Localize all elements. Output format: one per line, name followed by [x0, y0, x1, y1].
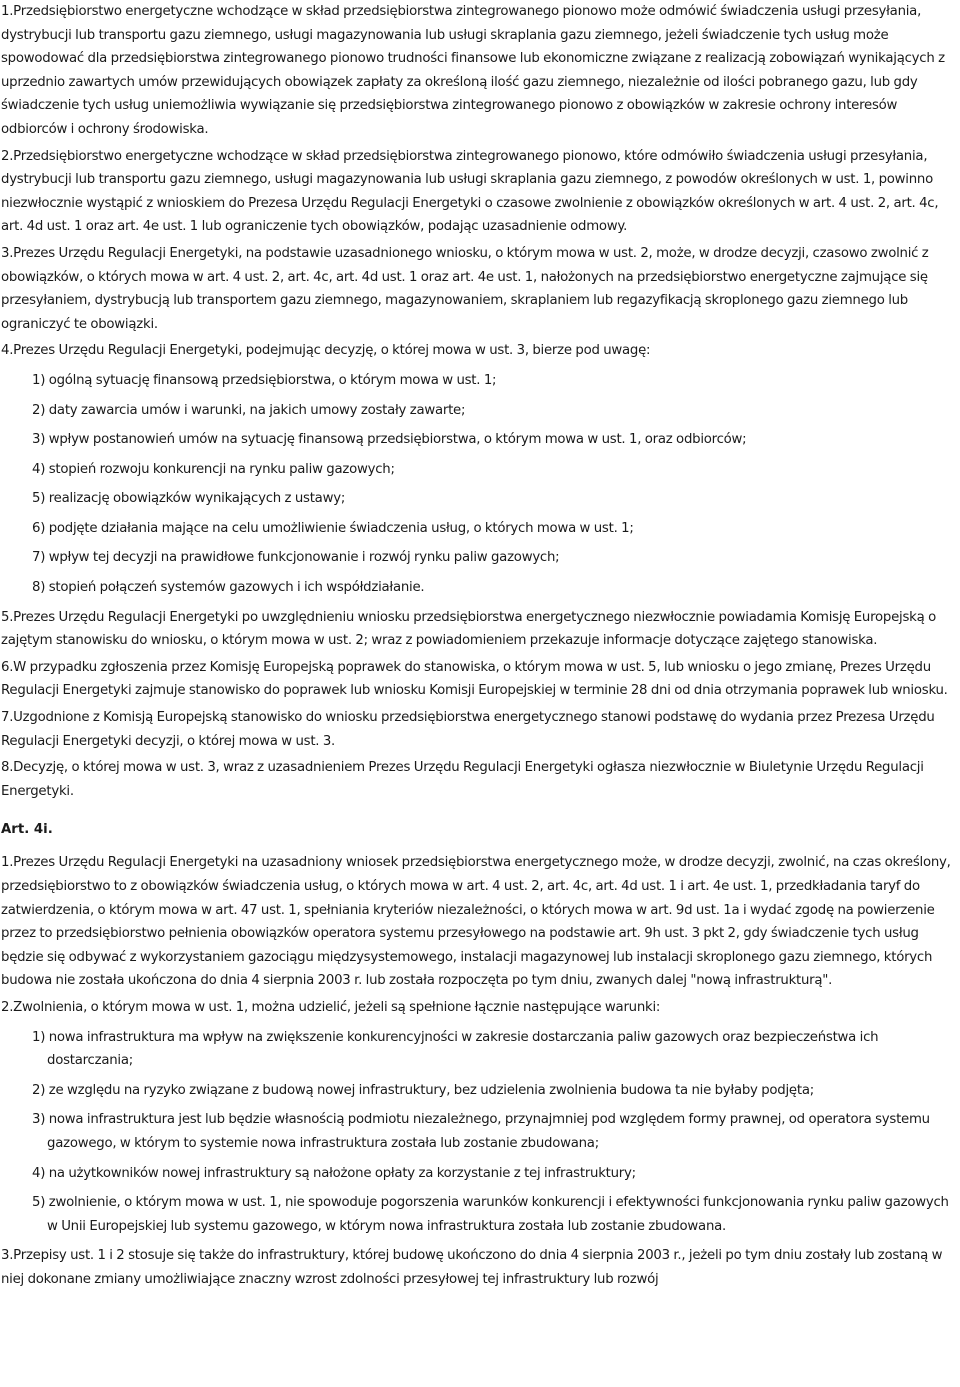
list-item: 4) stopień rozwoju konkurencji na rynku paliw gazowych;	[32, 461, 395, 477]
paragraph-3: 3.Prezes Urzędu Regulacji Energetyki, na podstawie uzasadnionego wniosku, o którym mowa w ust. 2, może, w drodze decyzji, czasowo zwolnić z obowiązków, o których mowa w art. 4 ust. 2, art. 4c, art. 4d ust. 1 oraz art. 4e ust. 1, nałożonych na przedsiębiorstwo energetyczne zajmujące się przesyłaniem, dystrybucją lub transportem gazu ziemnego, magazynowaniem, skraplaniem lub regazyfikacją skroplonego gazu ziemnego lub ograniczyć te obowiązki.	[1, 245, 929, 332]
paragraph-2: 2.Przedsiębiorstwo energetyczne wchodzące w skład przedsiębiorstwa zintegrowanego pionowo, które odmówiło świadczenia usługi przesyłania, dystrybucji lub transportu gazu ziemnego, usługi magazynowania lub usługi skraplania gazu ziemnego, z powodów określonych w ust. 1, powinno niezwłocznie wystąpić z wnioskiem do Prezesa Urzędu Regulacji Energetyki o czasowe zwolnienie z obowiązków określonych w art. 4 ust. 2, art. 4c, art. 4d ust. 1 oraz art. 4e ust. 1 lub ograniczenie tych obowiązków, podając uzasadnienie odmowy.	[1, 148, 939, 235]
article-heading: Art. 4i.	[1, 822, 53, 838]
list-item: 3) nowa infrastruktura jest lub będzie własnością podmiotu niezależnego, przynajmniej pod względem formy prawnej, od operatora systemu gazowego, w którym to systemie nowa infrastruktura została lub zostanie zbudowana;	[32, 1112, 930, 1151]
paragraph-5: 5.Prezes Urzędu Regulacji Energetyki po uwzględnieniu wniosku przedsiębiorstwa energetycznego niezwłocznie powiadamia Komisję Europejską o zajętym stanowisku do wniosku, o którym mowa w ust. 2; wraz z powiadomieniem przekazuje informacje dotyczące zajętego stanowiska.	[1, 609, 936, 649]
paragraph-4: 4.Prezes Urzędu Regulacji Energetyki, podejmując decyzję, o której mowa w ust. 3, bierze pod uwagę:	[1, 343, 651, 359]
list-item: 7) wpływ tej decyzji na prawidłowe funkcjonowanie i rozwój rynku paliw gazowych;	[32, 550, 560, 566]
paragraph-8: 8.Decyzję, o której mowa w ust. 3, wraz z uzasadnieniem Prezes Urzędu Regulacji Energetyki ogłasza niezwłocznie w Biuletynie Urzędu Regulacji Energetyki.	[1, 760, 924, 799]
list-item: 1) nowa infrastruktura ma wpływ na zwiększenie konkurencyjności w zakresie dostarczania paliw gazowych oraz bezpieczeństwa ich dostarczania;	[32, 1029, 879, 1069]
list-item: 3) wpływ postanowień umów na sytuację finansową przedsiębiorstwa, o którym mowa w ust. 1, oraz odbiorców;	[32, 432, 747, 448]
list-item: 2) daty zawarcia umów i warunki, na jakich umowy zostały zawarte;	[32, 402, 466, 418]
list-item: 2) ze względu na ryzyko związane z budową nowej infrastruktury, bez udzielenia zwolnienia budowa ta nie byłaby podjęta;	[32, 1082, 814, 1098]
list-item: 4) na użytkowników nowej infrastruktury są nałożone opłaty za korzystanie z tej infrastruktury;	[32, 1165, 636, 1181]
list-item: 5) zwolnienie, o którym mowa w ust. 1, nie spowoduje pogorszenia warunków konkurencji i efektywności funkcjonowania rynku paliw gazowych w Unii Europejskiej lub systemu gazowego, w którym nowa infrastruktura została lub zostanie zbudowana.	[32, 1195, 949, 1234]
paragraph-6: 6.W przypadku zgłoszenia przez Komisję Europejską poprawek do stanowiska, o którym mowa w ust. 5, lub wniosku o jego zmianę, Prezes Urzędu Regulacji Energetyki zajmuje stanowisko do poprawek lub wniosku Komisji Europejskiej w terminie 28 dni od dnia otrzymania poprawek lub wniosku.	[1, 659, 948, 699]
article-paragraph-2: 2.Zwolnienia, o którym mowa w ust. 1, można udzielić, jeżeli są spełnione łącznie następujące warunki:	[1, 999, 661, 1015]
article-paragraph-3: 3.Przepisy ust. 1 i 2 stosuje się także do infrastruktury, której budowę ukończono do dnia 4 sierpnia 2003 r., jeżeli po tym dniu zostały lub zostaną w niej dokonane zmiany umożliwiające znaczny wzrost zdolności przesyłowej tej infrastruktury lub rozwój	[1, 1248, 943, 1287]
article-paragraph-1: 1.Prezes Urzędu Regulacji Energetyki na uzasadniony wniosek przedsiębiorstwa energetycznego może, w drodze decyzji, zwolnić, na czas określony, przedsiębiorstwo to z obowiązków świadczenia usług, o których mowa w art. 4 ust. 2, art. 4c, art. 4d ust. 1 i art. 4e ust. 1, przedkładania taryf do zatwierdzenia, o którym mowa w art. 47 ust. 1, spełniania kryteriów niezależności, o których mowa w art. 9d ust. 1a i wydać zgodę na powierzenie przez to przedsiębiorstwo pełnienia obowiązków operatora systemu przesyłowego na podstawie art. 9h ust. 3 pkt 2, gdy świadczenie tych usług będzie się odbywać z wykorzystaniem gazociągu międzysystemowego, instalacji magazynowej lub instalacji skroplonego gazu ziemnego, których budowa nie została ukończona do dnia 4 sierpnia 2003 r. lub została rozpoczęta po tym dniu, zwanych dalej "nową infrastrukturą".	[1, 855, 951, 989]
list-item: 8) stopień połączeń systemów gazowych i ich współdziałanie.	[32, 580, 425, 596]
criteria-list	[0, 369, 960, 600]
paragraph-7: 7.Uzgodnione z Komisją Europejską stanowisko do wniosku przedsiębiorstwa energetycznego stanowi podstawę do wydania przez Prezesa Urzędu Regulacji Energetyki decyzji, o której mowa w ust. 3.	[1, 710, 935, 749]
conditions-list	[0, 1026, 960, 1239]
list-item: 5) realizację obowiązków wynikających z ustawy;	[32, 491, 346, 507]
paragraph-1: 1.Przedsiębiorstwo energetyczne wchodzące w skład przedsiębiorstwa zintegrowanego pionowo może odmówić świadczenia usługi przesyłania, dystrybucji lub transportu gazu ziemnego, usługi magazynowania lub usługi skraplania gazu ziemnego, jeżeli świadczenie tych usług może spowodować dla przedsiębiorstwa zintegrowanego pionowo trudności finansowe lub ekonomiczne związane z realizacją zobowiązań wynikających z uprzednio zawartych umów przewidujących obowiązek zapłaty za określoną ilość gazu ziemnego, niezależnie od ilości pobranego gazu, lub gdy świadczenie tych usług uniemożliwia wywiązanie się przedsiębiorstwa zintegrowanego pionowo z obowiązków w zakresie ochrony interesów odbiorców i ochrony środowiska.	[1, 4, 945, 137]
list-item: 1) ogólną sytuację finansową przedsiębiorstwa, o którym mowa w ust. 1;	[32, 372, 497, 388]
list-item: 6) podjęte działania mające na celu umożliwienie świadczenia usług, o których mowa w ust. 1;	[32, 520, 634, 536]
